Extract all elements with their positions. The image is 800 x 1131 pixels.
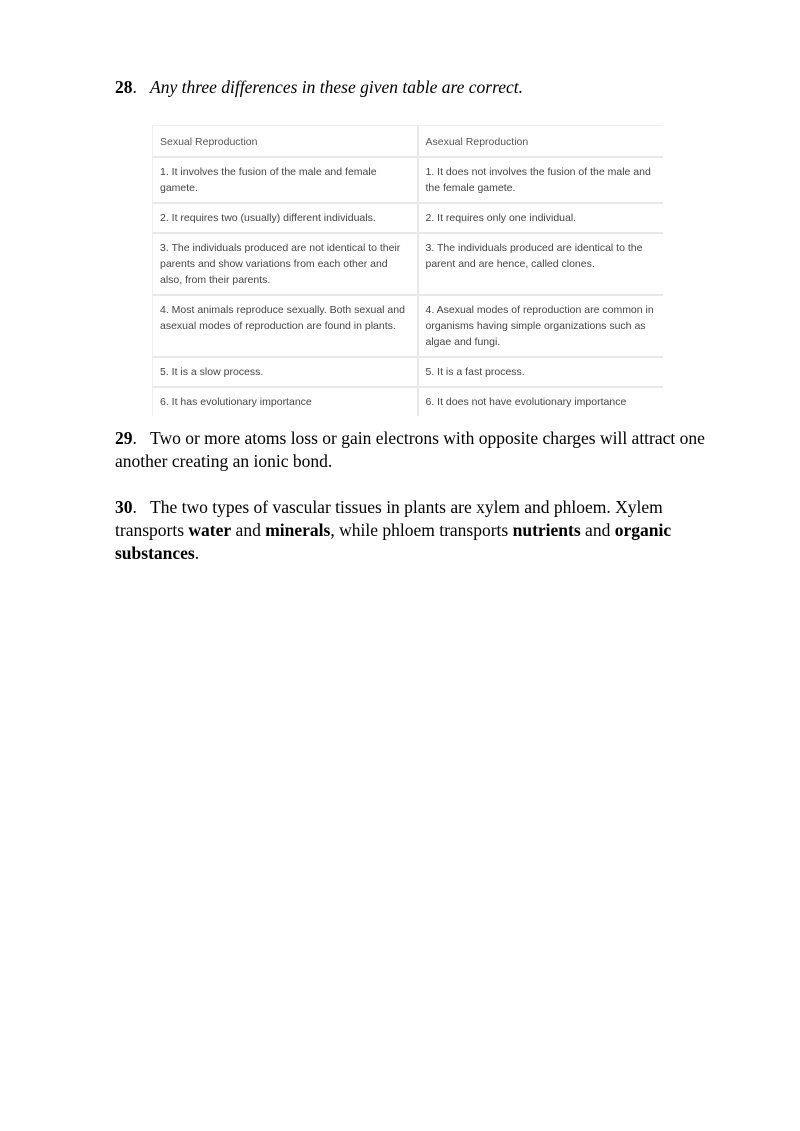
question-number: 29: [115, 428, 133, 448]
table-row: [153, 295, 663, 357]
question-28-text: Any three differences in these given table are correct.: [150, 77, 524, 97]
table-cell: 2. It requires only one individual.: [418, 203, 663, 233]
question-30-text-2: and: [231, 520, 266, 540]
question-30: [115, 496, 735, 565]
question-30-text-4: and: [580, 520, 615, 540]
bold-term-water: water: [188, 520, 232, 540]
question-number-dot: .: [132, 497, 137, 517]
table-row: [153, 387, 663, 416]
table-row: [153, 357, 663, 387]
reproduction-comparison-table: [152, 125, 663, 416]
question-29: [115, 427, 735, 473]
question-29-text: Two or more atoms loss or gain electrons with opposite charges will attract one another creating an ionic bond.: [115, 428, 705, 471]
table-cell: 3. The individuals produced are identical to the parent and are hence, called clones.: [418, 233, 663, 295]
question-number: 28: [115, 77, 133, 97]
table-cell: 3. The individuals produced are not identical to their parents and show variations from each other and also, from their parents.: [153, 233, 418, 295]
table-row: [153, 203, 663, 233]
question-30-text-3: , while phloem transports: [330, 520, 513, 540]
question-30-text-5: .: [194, 543, 200, 563]
bold-term-nutrients: nutrients: [512, 520, 581, 540]
table-cell: 4. Asexual modes of reproduction are common in organisms having simple organizations such as algae and fungi.: [418, 295, 663, 357]
bold-term-organic-substances: organic substances: [115, 520, 672, 563]
table-cell: 1. It does not involves the fusion of the male and the female gamete.: [418, 157, 663, 203]
bold-term-minerals: minerals: [265, 520, 331, 540]
table-cell: 5. It is a slow process.: [153, 357, 418, 387]
question-28: [115, 76, 735, 99]
column-header-sexual: Sexual Reproduction: [153, 126, 418, 158]
table-row: [153, 233, 663, 295]
table-header-row: [153, 126, 663, 158]
column-header-asexual: Asexual Reproduction: [418, 126, 663, 158]
question-number-dot: .: [132, 428, 137, 448]
table-cell: 6. It does not have evolutionary importance: [425, 396, 627, 408]
table-cell: 1. It involves the fusion of the male and female gamete.: [153, 157, 418, 203]
question-number-dot: .: [132, 77, 137, 97]
table-cell: 6. It has evolutionary importance: [153, 387, 418, 416]
table-cell: 2. It requires two (usually) different individuals.: [153, 203, 418, 233]
question-30-text-1: The two types of vascular tissues in plants are xylem and phloem. Xylem transports: [115, 497, 663, 540]
reproduction-comparison-table-image: [152, 125, 662, 418]
table-row: [153, 157, 663, 203]
table-cell: 4. Most animals reproduce sexually. Both sexual and asexual modes of reproduction are found in plants.: [153, 295, 418, 357]
question-number: 30: [115, 497, 133, 517]
table-cell: 5. It is a fast process.: [418, 357, 663, 387]
